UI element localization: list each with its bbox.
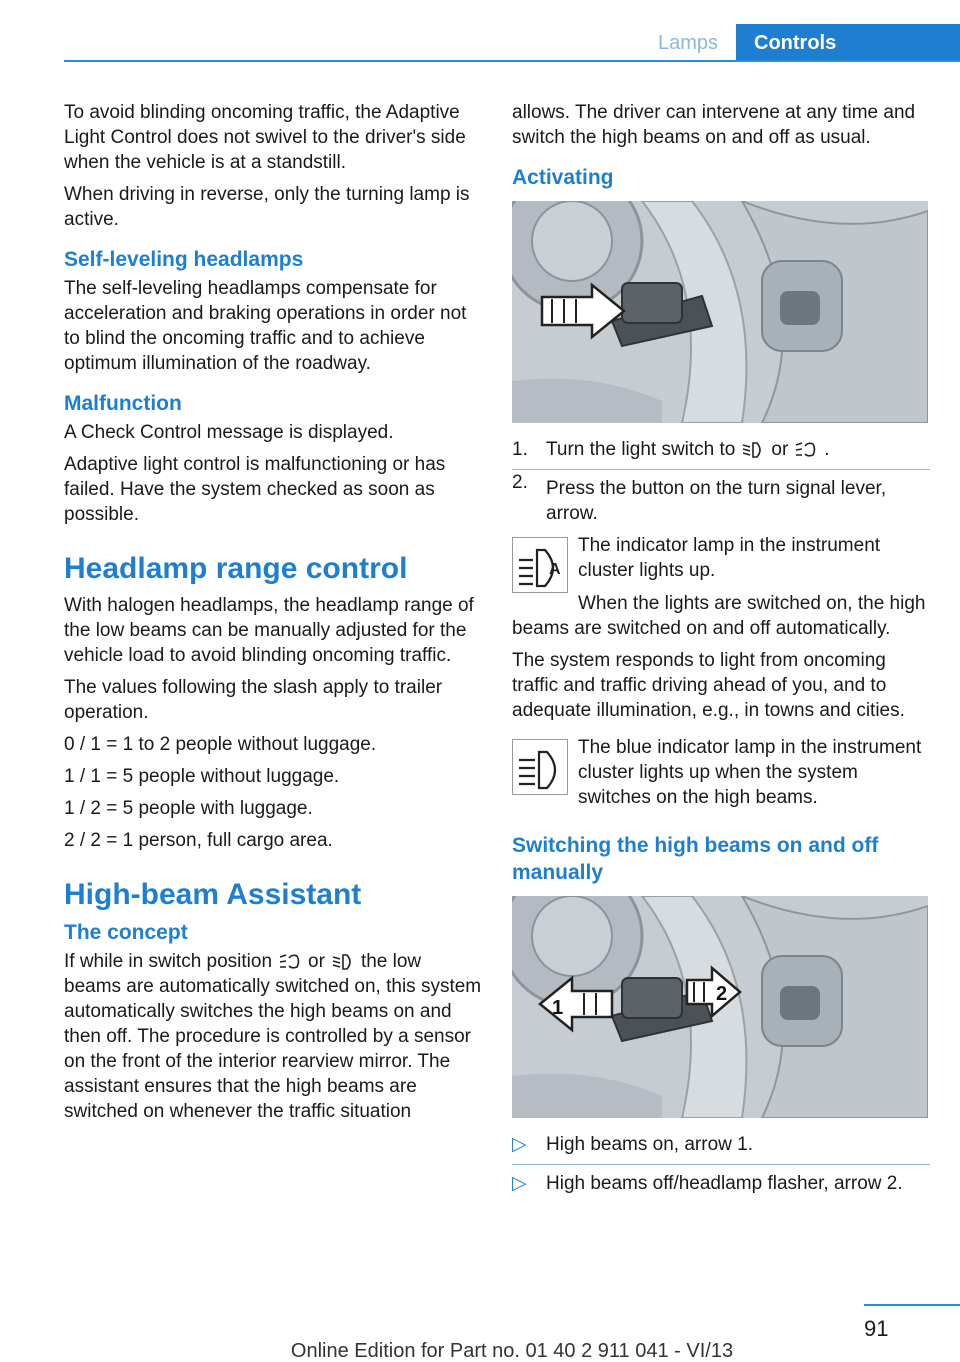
triangle-bullet-icon: ▷	[512, 1134, 527, 1155]
edition-footer: Online Edition for Part no. 01 40 2 911 041 - VI/13	[290, 1340, 734, 1362]
heading-range-control: Headlamp range control	[64, 552, 408, 585]
parking-lamps-icon	[278, 951, 302, 973]
bullet-1-text: High beams on, arrow 1.	[546, 1134, 753, 1155]
indicator-lamp-assistant	[512, 533, 930, 591]
paragraph-auto-switch: When the lights are switched on, the high beams are switched on and off automatically.	[512, 593, 926, 639]
range-value-2: 1 / 1 = 5 people without luggage.	[64, 766, 340, 787]
concept-text-a: If while in switch position	[64, 951, 273, 972]
bullet-high-beams-off	[512, 1171, 930, 1203]
low-beam-icon	[741, 439, 765, 461]
step-2	[512, 469, 930, 526]
paragraph-halogen: With halogen headlamps, the headlamp range of the low beams can be manually adjusted for the vehicle load to avoid blinding oncoming traffic.	[64, 595, 474, 666]
range-value-1: 0 / 1 = 1 to 2 people without luggage.	[64, 734, 377, 755]
left-column	[64, 100, 482, 1131]
indicator-text-2: The blue indicator lamp in the instrument cluster lights up when the system switches on the high beams.	[578, 737, 922, 808]
paragraph-check-control: A Check Control message is displayed.	[64, 422, 394, 443]
paragraph-responds: The system responds to light from oncoming traffic and traffic driving ahead of you, and to adequate illumination, e.g., in towns and cities.	[512, 650, 905, 721]
paragraph-malfunction: Adaptive light control is malfunctioning or has failed. Have the system checked as soon as possible.	[64, 454, 446, 525]
steering-column-illustration	[512, 201, 928, 423]
high-beam-indicator-icon	[512, 739, 568, 795]
low-beam-icon	[331, 951, 355, 973]
step-1-text: Turn the light switch to	[546, 439, 736, 460]
figure-steering-column-manual	[512, 896, 928, 1118]
bullet-2-text: High beams off/headlamp flasher, arrow 2.	[546, 1173, 903, 1194]
manual-bullets	[512, 1132, 930, 1203]
range-value-3: 1 / 2 = 5 people with luggage.	[64, 798, 313, 819]
heading-high-beam-assistant: High-beam Assistant	[64, 878, 362, 911]
step-2-text: Press the button on the turn signal lever, arrow.	[546, 478, 887, 524]
step-2-number: 2.	[512, 472, 528, 493]
paragraph-self-leveling: The self-leveling headlamps compensate for acceleration and braking operations in order not to blind the oncoming traffic and to achieve optimum illumination of the roadway.	[64, 278, 467, 374]
arrow-2-label: 2	[716, 983, 728, 1005]
step-1-end: .	[824, 439, 830, 460]
step-1-or: or	[771, 439, 789, 460]
indicator-lamp-blue	[512, 735, 930, 810]
right-column	[512, 100, 930, 1209]
concept-text-b: the low beams are automatically switched on, this system automatically switches the high beams on and then off. The procedure is controlled by a sensor on the front of the interior rearview mirror. The assistant ensures that the high beams are switched on whenever the traffic situation	[64, 951, 482, 1122]
indicator-text-1: The indicator lamp in the instrument cluster lights up.	[578, 535, 881, 581]
header-chapter-tab: Controls	[736, 24, 960, 62]
concept-text-or: or	[308, 951, 325, 972]
range-value-4: 2 / 2 = 1 person, full cargo area.	[64, 830, 333, 851]
step-1-number: 1.	[512, 439, 528, 460]
paragraph-reverse: When driving in reverse, only the turning lamp is active.	[64, 184, 470, 230]
steering-column-arrows-illustration	[512, 896, 928, 1118]
arrow-1-label: 1	[552, 997, 564, 1019]
footer-rule	[864, 1304, 960, 1306]
activating-steps	[512, 437, 930, 526]
step-1	[512, 437, 930, 462]
page-number: 91	[864, 1316, 889, 1341]
svg-text:A: A	[549, 561, 561, 578]
paragraph-swivel: To avoid blinding oncoming traffic, the Adaptive Light Control does not swivel to the driver's side when the vehicle is at a standstill.	[64, 102, 466, 173]
triangle-bullet-icon: ▷	[512, 1173, 527, 1194]
high-beam-assistant-indicator-icon	[512, 537, 568, 593]
bullet-high-beams-on	[512, 1132, 930, 1165]
heading-malfunction: Malfunction	[64, 392, 182, 415]
paragraph-concept	[64, 949, 482, 1124]
paragraph-trailer: The values following the slash apply to trailer operation.	[64, 677, 443, 723]
header-section-tab: Lamps	[657, 32, 719, 54]
parking-lamps-icon	[794, 439, 818, 461]
heading-activating: Activating	[512, 166, 614, 189]
header-rule	[64, 60, 960, 62]
heading-manual: Switching the high beams on and off manually	[512, 834, 879, 884]
figure-steering-column-activate	[512, 201, 928, 423]
heading-self-leveling: Self-leveling headlamps	[64, 248, 304, 271]
paragraph-intervene: allows. The driver can intervene at any time and switch the high beams on and off as usual.	[512, 102, 916, 148]
heading-concept: The concept	[64, 921, 188, 944]
